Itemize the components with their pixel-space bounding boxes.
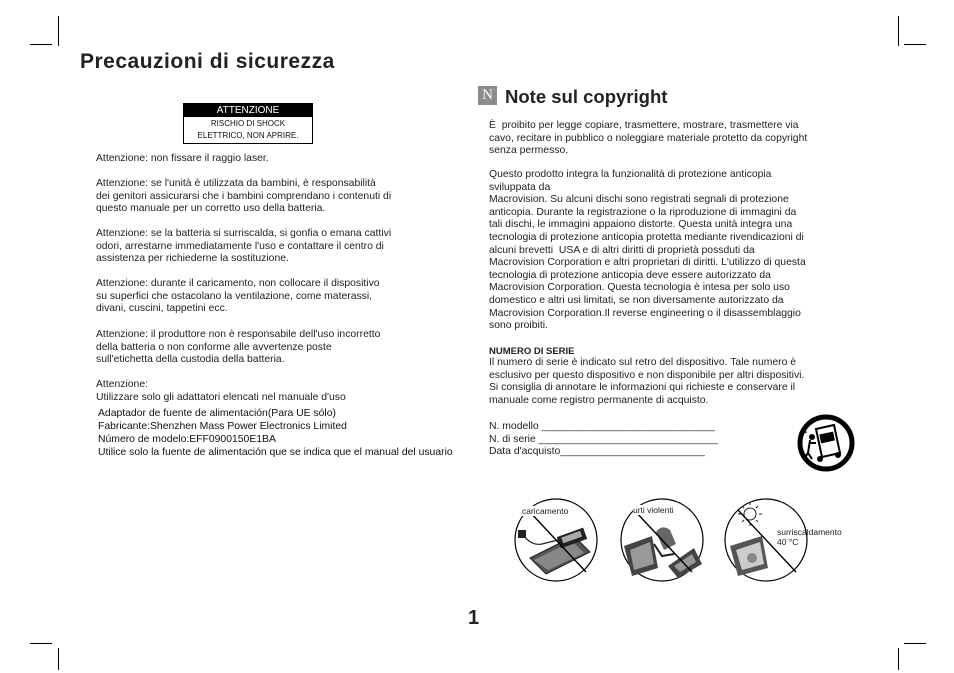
crop-mark: [898, 16, 899, 46]
warning-battery-overheat: Attenzione: se la batteria si surriscalda, si gonfia o emana cattivi odori, arrestarne immediatamente l'uso e contattare il centro di assistenza per richiederne la sostituzione.: [96, 228, 392, 265]
crop-mark: [58, 648, 59, 670]
crop-mark: [30, 643, 52, 644]
macrovision-paragraph: Questo prodotto integra la funzionalità di protezione anticopia sviluppata da Macrovision. Su alcuni dischi sono registrati segnali di protezione anticopia. Durante la registrazione o la riproduzione di immagini da tali dischi, le immagini appaiono distorte. Questa unità integra una tecnologia di protezione anticopia protetta mediante rivendicazioni di alcuni brevetti USA e di altri diritti di proprietà possduti da Macrovision Corporation e altri proprietari di diritti. L'utilizzo di questa tecnologia di protezione anticopia deve essere autorizzato da Macrovision Corporation. Questa tecnologia è intesa per solo uso domestico e altri usi limitati, se non diversamente autorizzato da Macrovision Corporation.Il reverse engineering o il disassemblaggio sono proibiti.: [489, 169, 806, 332]
serial-heading: NUMERO DI SERIE: [489, 346, 575, 357]
adapter-info-line: Adaptador de fuente de alimentación(Para UE sólo): [98, 408, 336, 419]
section-badge: N: [478, 86, 497, 105]
serial-text: Il numero di serie è indicato sul retro del dispositivo. Tale numero è esclusivo per questo dispositivo e non disponibile per altri dispositivi. Si consiglia di annotare le informazioni qui richieste e conservare il manuale come registro permanente di acquisto.: [489, 357, 805, 406]
charging-label: caricamento: [522, 506, 569, 516]
page-number: 1: [468, 607, 480, 629]
crop-mark: [904, 643, 926, 644]
adapter-info-line: Utilice solo la fuente de alimentación que se indica que el manual del usuario: [98, 447, 453, 458]
warning-label-line: RISCHIO DI SHOCK: [210, 119, 286, 128]
adapter-info-line: Fabricante:Shenzhen Mass Power Electronics Limited: [98, 421, 347, 432]
warning-label-body: [184, 117, 312, 143]
adapter-info-line: Número de modelo:EFF0900150E1BA: [98, 434, 276, 445]
crop-mark: [898, 648, 899, 670]
purchase-date-field: Data d'acquisto_________________________: [489, 446, 705, 457]
copyright-title: Note sul copyright: [505, 86, 668, 107]
impact-label: urti violenti: [633, 505, 674, 515]
warning-label: [183, 103, 313, 144]
adapter-info: [98, 407, 453, 459]
warning-ventilation: Attenzione: durante il caricamento, non collocare il dispositivo su superfici che ostacolano la ventilazione, come materassi, divani, cuscini, tappetini ecc.: [96, 278, 380, 315]
copyright-paragraph: È proibito per legge copiare, trasmettere, mostrare, trasmettere via cavo, recitare in pubblico o noleggiare materiale protetto da copyright senza permesso.: [489, 120, 808, 157]
warning-children: Attenzione: se l'unità è utilizzata da bambini, è responsabilità dei genitori assicurarsi che i bambini comprendano i contenuti di questo manuale per un corretto uso della batteria.: [96, 178, 392, 215]
warning-label-header: ATTENZIONE: [184, 104, 312, 117]
model-number-field: N. modello ______________________________: [489, 421, 715, 432]
serial-number-field: N. di serie _______________________________: [489, 434, 718, 445]
warning-label-line: ELETTRICO, NON APRIRE.: [197, 131, 299, 140]
crop-mark: [58, 16, 59, 46]
crop-mark: [30, 44, 52, 45]
heat-label: surriscaldamento 40 °C: [777, 527, 842, 547]
no-cart-tipover-icon: [796, 413, 856, 473]
warning-manufacturer: Attenzione: il produttore non è responsabile dell'uso incorretto della batteria o non conforme alle avvertenze poste sull'etichetta della custodia della batteria.: [96, 329, 381, 366]
page-title: Precauzioni di sicurezza: [80, 50, 335, 73]
crop-mark: [904, 44, 926, 45]
warning-laser: Attenzione: non fissare il raggio laser.: [96, 153, 269, 164]
warning-adapters: Attenzione: Utilizzare solo gli adattatori elencati nel manuale d'uso: [96, 379, 346, 403]
